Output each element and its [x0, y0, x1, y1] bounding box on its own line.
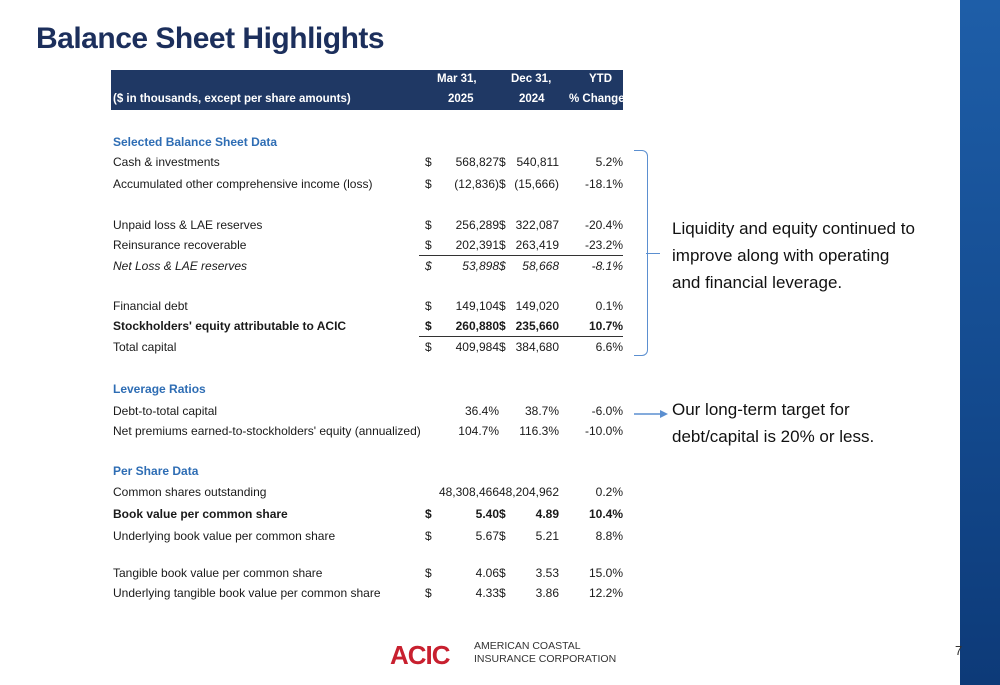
page-title: Balance Sheet Highlights [36, 22, 385, 55]
value-dec-2024: 263,419 [515, 238, 559, 252]
table-row [111, 563, 623, 583]
row-label: Unpaid loss & LAE reserves [113, 218, 263, 232]
company-logo [390, 638, 650, 668]
value-dec-2024: 5.21 [535, 529, 559, 543]
row-label: Financial debt [113, 299, 188, 313]
section-per-share [111, 461, 623, 481]
currency-sign: $ [425, 507, 432, 521]
currency-sign: $ [499, 340, 506, 354]
currency-sign: $ [499, 319, 506, 333]
value-dec-2024: 149,020 [515, 299, 559, 313]
ytd-change: -6.0% [591, 404, 623, 418]
currency-sign: $ [425, 259, 432, 273]
row-label: Tangible book value per common share [113, 566, 323, 580]
currency-sign: $ [425, 155, 432, 169]
value-mar-2025: 104.7% [458, 424, 499, 438]
col2-header-line2: 2024 [519, 93, 545, 105]
currency-sign: $ [425, 299, 432, 313]
value-dec-2024: 48,204,962 [498, 485, 559, 499]
ytd-change: 15.0% [588, 566, 623, 580]
row-label: Accumulated other comprehensive income (loss) [113, 177, 373, 191]
currency-sign: $ [499, 566, 506, 580]
value-mar-2025: 5.67 [475, 529, 499, 543]
row-label: Debt-to-total capital [113, 404, 218, 418]
section-title: Leverage Ratios [113, 382, 206, 396]
value-mar-2025: 4.06 [475, 566, 499, 580]
target-note: Our long-term target for debt/capital is 20% or less. [672, 400, 875, 446]
table-row [111, 504, 623, 524]
table-row [111, 174, 623, 194]
ytd-change: 10.4% [588, 507, 623, 521]
col2-header-line1: Dec 31, [511, 73, 552, 85]
value-mar-2025: 48,308,466 [438, 485, 499, 499]
logo-line-2: INSURANCE CORPORATION [474, 653, 617, 665]
currency-sign: $ [499, 238, 506, 252]
ytd-change: 6.6% [595, 340, 623, 354]
currency-sign: $ [499, 529, 506, 543]
row-label: Reinsurance recoverable [113, 238, 247, 252]
row-label: Common shares outstanding [113, 485, 267, 499]
row-label: Net premiums earned-to-stockholders' equity (annualized) [113, 424, 421, 438]
row-label: Net Loss & LAE reserves [113, 259, 248, 273]
value-mar-2025: 568,827 [455, 155, 499, 169]
side-accent-band [960, 0, 1000, 685]
col3-header-line1: YTD [589, 73, 612, 85]
balance-sheet-table [111, 70, 625, 600]
units-label: ($ in thousands, except per share amounts) [113, 93, 351, 105]
currency-sign: $ [499, 177, 506, 191]
ytd-change: -10.0% [584, 424, 623, 438]
row-label: Cash & investments [113, 155, 220, 169]
value-dec-2024: 540,811 [516, 155, 559, 169]
row-label: Book value per common share [113, 507, 288, 521]
table-row [111, 337, 623, 357]
ytd-change: -8.1% [591, 259, 623, 273]
value-mar-2025: 4.33 [475, 586, 499, 600]
table-row [111, 583, 623, 603]
value-dec-2024: 384,680 [515, 340, 559, 354]
ytd-change: 12.2% [588, 586, 623, 600]
value-dec-2024: 235,660 [515, 319, 559, 333]
currency-sign: $ [425, 218, 432, 232]
table-row [111, 316, 623, 336]
value-dec-2024: 3.86 [535, 586, 559, 600]
col3-header-line2: % Change [569, 93, 625, 105]
section-title: Per Share Data [113, 464, 199, 478]
ytd-change: -18.1% [584, 177, 623, 191]
row-label: Underlying tangible book value per common share [113, 586, 381, 600]
currency-sign: $ [425, 177, 432, 191]
page-number: 7 [955, 643, 963, 658]
value-mar-2025: 53,898 [462, 259, 499, 273]
currency-sign: $ [499, 259, 506, 273]
currency-sign: $ [499, 507, 506, 521]
logo-line-1: AMERICAN COASTAL [474, 640, 581, 652]
currency-sign: $ [425, 340, 432, 354]
value-mar-2025: 409,984 [455, 340, 499, 354]
ytd-change: 5.2% [595, 155, 623, 169]
logo-wordmark [474, 640, 616, 666]
ytd-change: 10.7% [588, 319, 623, 333]
ytd-change: 0.2% [595, 485, 623, 499]
value-mar-2025: 202,391 [455, 238, 499, 252]
currency-sign: $ [499, 586, 506, 600]
arrow-right-icon [634, 409, 668, 419]
table-row [111, 401, 623, 421]
currency-sign: $ [425, 586, 432, 600]
value-dec-2024: 3.53 [535, 566, 559, 580]
value-mar-2025: 260,880 [455, 319, 499, 333]
col1-header-line2: 2025 [448, 93, 474, 105]
currency-sign: $ [425, 319, 432, 333]
value-mar-2025: 36.4% [464, 404, 499, 418]
currency-sign: $ [425, 566, 432, 580]
table-row [111, 215, 623, 235]
liquidity-note: Liquidity and equity continued to improve along with operating and financial leverage. [672, 219, 915, 292]
value-dec-2024: 322,087 [515, 218, 559, 232]
value-dec-2024: 4.89 [535, 507, 559, 521]
col1-header-line1: Mar 31, [437, 73, 477, 85]
logo-mark: ACIC [390, 640, 450, 670]
currency-sign: $ [425, 238, 432, 252]
table-row [111, 526, 623, 546]
ytd-change: -23.2% [584, 238, 623, 252]
ytd-change: -20.4% [584, 218, 623, 232]
value-mar-2025: 256,289 [455, 218, 499, 232]
currency-sign: $ [499, 299, 506, 313]
currency-sign: $ [499, 218, 506, 232]
value-dec-2024: (15,666) [514, 177, 559, 191]
value-mar-2025: (12,836) [454, 177, 499, 191]
row-label: Total capital [113, 340, 177, 354]
value-mar-2025: 149,104 [455, 299, 499, 313]
table-row [111, 296, 623, 316]
callout-bracket-tip [646, 253, 660, 254]
currency-sign: $ [499, 155, 506, 169]
table-row [111, 421, 623, 441]
value-dec-2024: 116.3% [519, 424, 559, 438]
value-dec-2024: 38.7% [524, 404, 559, 418]
table-row [111, 235, 623, 255]
table-row [111, 482, 623, 502]
value-mar-2025: 5.40 [475, 507, 499, 521]
table-header [111, 70, 623, 110]
table-row [111, 152, 623, 172]
table-row [111, 256, 623, 276]
section-title: Selected Balance Sheet Data [113, 135, 278, 149]
ytd-change: 0.1% [595, 299, 623, 313]
currency-sign: $ [425, 529, 432, 543]
value-dec-2024: 58,668 [522, 259, 559, 273]
section-leverage [111, 379, 623, 399]
row-label: Underlying book value per common share [113, 529, 336, 543]
row-label: Stockholders' equity attributable to ACIC [113, 319, 347, 333]
ytd-change: 8.8% [595, 529, 623, 543]
section-balance [111, 132, 623, 152]
